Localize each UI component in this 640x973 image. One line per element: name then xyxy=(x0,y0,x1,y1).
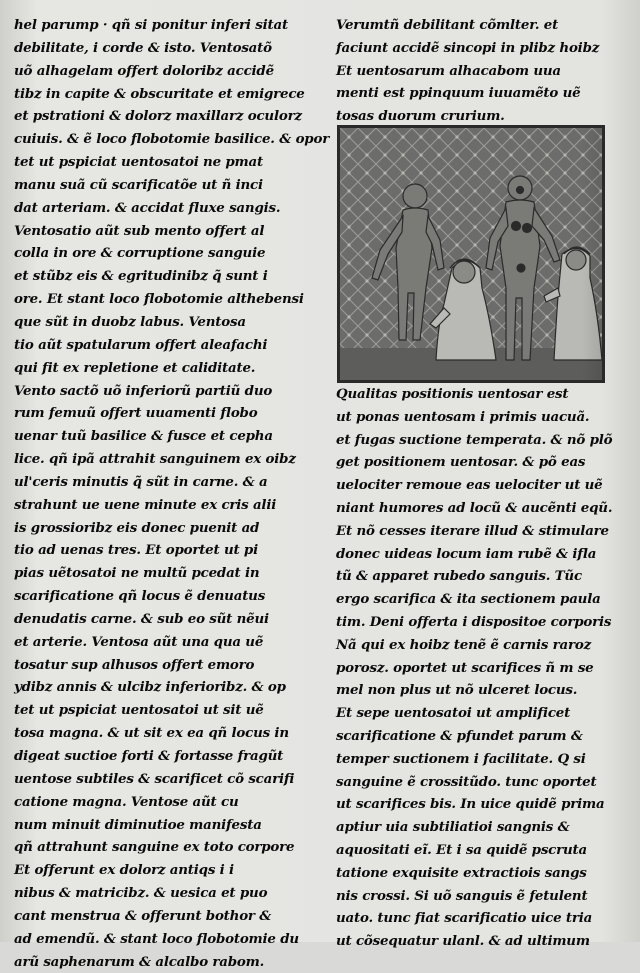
text-line: manu suã cũ scarificatõe ut ñ inci xyxy=(14,176,263,193)
text-line: Et sepe uentosatoi ut amplificet xyxy=(336,705,571,722)
text-line: tim. Deni offerta i dispositoe corporis xyxy=(336,613,612,630)
text-line: digeat suctioe forti & fortasse fragũt xyxy=(14,748,284,764)
illuminated-miniature xyxy=(337,125,605,383)
text-line: uenar tuũ basilice & fusce et cepha xyxy=(14,428,273,445)
text-line: lice. qñ ipã attrahit sanguinem ex oibz xyxy=(14,451,296,468)
text-line: ut ponas uentosam i primis uacuã. xyxy=(336,408,590,425)
text-line: et arterie. Ventosa aũt una qua uẽ xyxy=(14,633,264,650)
right-text-column-top xyxy=(336,14,628,128)
text-line: Et offerunt ex dolorz antiqs i i xyxy=(14,862,234,879)
text-line: porosz. oportet ut scarifices ñ m se xyxy=(336,659,594,676)
text-line: pias uẽtosatoi ne multũ pcedat in xyxy=(14,565,260,582)
text-line: nis crossi. Si uõ sanguis ẽ fetulent xyxy=(336,887,588,904)
text-line: tet ut pspiciat uentosatoi ne pmat xyxy=(14,154,263,171)
text-line: faciunt accidẽ sincopi in plibz hoibz xyxy=(336,39,600,56)
text-line: scarificatione & pfundet parum & xyxy=(336,727,583,744)
text-line: tio aũt spatularum offert aleafachi xyxy=(14,336,268,353)
text-line: ad emendũ. & stant loco flobotomie du xyxy=(14,930,299,947)
text-line: uõ alhagelam offert doloribz accidẽ xyxy=(14,62,274,79)
text-line: colla in ore & corruptione sanguie xyxy=(14,245,266,262)
text-line: nibus & matricibz. & uesica et puo xyxy=(14,885,268,902)
text-line: arũ saphenarum & alcalbo rabom. xyxy=(14,953,265,970)
text-line: rum femuũ offert uuamenti flobo xyxy=(14,405,258,422)
text-line: et stũbz eis & egritudinibz q̃ sunt i xyxy=(14,268,268,285)
text-line: ut scarifices bis. In uice quidẽ prima xyxy=(336,796,605,813)
text-line: tosas duorum crurium. xyxy=(336,108,505,125)
text-line: tio ad uenas tres. Et oportet ut pi xyxy=(14,542,258,559)
text-line: tosatur sup alhusos offert emoro xyxy=(14,656,255,673)
text-line: Et nõ cesses iterare illud & stimulare xyxy=(336,522,609,539)
text-line: tosa magna. & ut sit ex ea qñ locus in xyxy=(14,725,289,742)
text-line: qñ attrahunt sanguine ex toto corpore xyxy=(14,839,295,856)
text-line: temper suctionem i facilitate. Q si xyxy=(336,750,586,767)
text-line: is grossioribz eis donec puenit ad xyxy=(14,519,260,536)
text-line: cant menstrua & offerunt bothor & xyxy=(14,907,272,924)
text-line: ydibz annis & ulcibz inferioribz. & op xyxy=(14,679,286,696)
text-line: qui fit ex repletione et caliditate. xyxy=(14,359,256,376)
text-line: mel non plus ut nõ ulceret locus. xyxy=(336,682,578,699)
text-line: uato. tunc fiat scarificatio uice tria xyxy=(336,910,593,927)
text-line: ergo scarifica & ita sectionem paula xyxy=(336,591,601,608)
text-line: tatione exquisite extractiois sangs xyxy=(336,864,587,881)
text-line: scarificatione qñ locus ẽ denuatus xyxy=(14,588,266,605)
text-line: ore. Et stant loco flobotomie althebensi xyxy=(14,291,304,308)
text-line: catione magna. Ventose aũt cu xyxy=(14,793,239,810)
text-line: aquositati eĩ. Et i sa quidẽ pscruta xyxy=(336,841,587,858)
text-line: tet ut pspiciat uentosatoi ut sit uẽ xyxy=(14,702,264,719)
text-line: et fugas suctione temperata. & nõ plõ xyxy=(336,431,613,448)
cupping-scene-illustration xyxy=(340,128,602,380)
text-line: sanguine ẽ crossitũdo. tunc oportet xyxy=(336,773,597,790)
text-line: niant humores ad locũ & aucẽnti eqũ. xyxy=(336,499,613,516)
text-line: debilitate, i corde & isto. Ventosatõ xyxy=(14,39,272,56)
text-line: menti est ppinquum iuuamẽto uẽ xyxy=(336,85,581,102)
text-line: dat arteriam. & accidat fluxe sangis. xyxy=(14,199,281,216)
text-line: get positionem uentosar. & põ eas xyxy=(336,454,586,471)
text-line: Qualitas positionis uentosar est xyxy=(336,386,569,402)
text-line: uelociter remoue eas uelociter ut uẽ xyxy=(336,477,603,494)
text-line: num minuit diminutioe manifesta xyxy=(14,816,262,833)
text-line: ut cõsequatur ulanl. & ad ultimum xyxy=(336,933,590,950)
text-line: strahunt ue uene minute ex cris alii xyxy=(14,496,277,513)
page-shadow xyxy=(582,128,602,380)
text-line: cuiuis. & ẽ loco flobotomie basilice. & opor xyxy=(14,131,330,148)
text-line: donec uideas locum iam rubẽ & ifla xyxy=(336,545,597,562)
text-line: Verumtñ debilitant cõmlter. et xyxy=(336,17,559,33)
text-line: aptiur uia subtiliatioi sangnis & xyxy=(336,819,570,836)
text-line: que sũt in duobz labus. Ventosa xyxy=(14,313,246,330)
text-line: tũ & apparet rubedo sanguis. Tũc xyxy=(336,568,582,585)
text-line: ul'ceris minutis q̃ sũt in carne. & a xyxy=(14,473,268,490)
text-line: denudatis carne. & sub eo sũt nẽui xyxy=(14,610,269,627)
text-line: et pstrationi & dolorz maxillarz oculorz xyxy=(14,108,302,125)
text-line: hel parump · qñ si ponitur inferi sitat xyxy=(14,17,288,33)
left-text-column xyxy=(14,14,330,973)
text-line: Ventosatio aũt sub mento offert al xyxy=(14,222,265,239)
text-line: Nã qui ex hoibz tenẽ ẽ carnis raroz xyxy=(336,636,592,653)
text-line: Et uentosarum alhacabom uua xyxy=(336,62,561,79)
right-text-column-bottom xyxy=(336,383,628,953)
text-line: uentose subtiles & scarificet cõ scarifi xyxy=(14,770,295,787)
text-line: Vento sactõ uõ inferiorũ partiũ duo xyxy=(14,382,273,399)
text-line: tibz in capite & obscuritate et emigrece xyxy=(14,85,305,102)
